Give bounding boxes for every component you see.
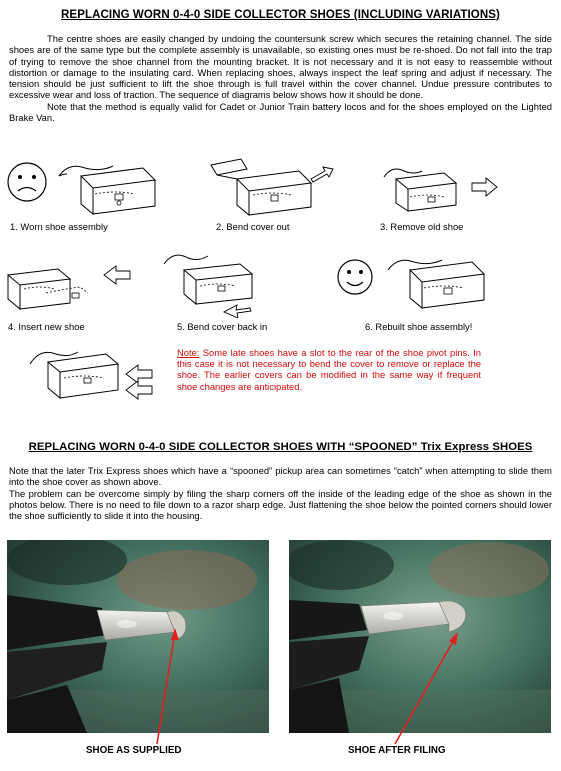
arrowhead-1	[171, 628, 179, 640]
diagram-worn-shoe	[55, 158, 160, 216]
diagram-remove-old-shoe	[382, 163, 500, 215]
arrow-line-1	[157, 632, 175, 744]
note-text: Some late shoes have a slot to the rear of the shoe pivot pins. In this case it is not necessary to bend the cover to remove or replace the shoe. The earlier covers can be modified in the same way if frequent shoe changes are anticipated.	[177, 347, 481, 392]
arrow-line-2	[395, 636, 456, 744]
section-2-paragraph-2: The problem can be overcome simply by filing the sharp corners off the inside of the leading edge of the shoe as shown in the photos below. There is no need to file down to a razor sharp edge. Just flattening the shoe below the pointed corners should lower the shoe sufficiently to slide it into the housing.	[9, 487, 552, 522]
diagram-slotted-shoe	[28, 344, 158, 404]
arrowhead-2	[449, 632, 458, 645]
diagram-insert-new-shoe	[6, 259, 136, 315]
section-2-paragraph-1: Note that the later Trix Express shoes which have a “spooned” pickup area can sometimes “catch” when attempting to slide them into the shoe cover as shown above.	[9, 465, 552, 488]
diagram-bend-cover-out	[207, 153, 337, 219]
note-label: Note:	[177, 347, 200, 358]
section-2-text	[9, 465, 552, 521]
sad-face-icon	[5, 160, 49, 204]
photo-1-caption: SHOE AS SUPPLIED	[86, 745, 182, 756]
intro-paragraph-2: Note that the method is equally valid for Cadet or Junior Train battery locos and for the shoes employed on the Lighted Brake Van.	[9, 100, 552, 124]
step-2-caption: 2. Bend cover out	[216, 221, 290, 232]
section-2-title: REPLACING WORN 0-4-0 SIDE COLLECTOR SHOES WITH “SPOONED” Trix Express SHOES	[28, 441, 533, 453]
page-title: REPLACING WORN 0-4-0 SIDE COLLECTOR SHOES (INCLUDING VARIATIONS)	[61, 9, 500, 21]
step-4-caption: 4. Insert new shoe	[8, 321, 85, 332]
step-1-caption: 1. Worn shoe assembly	[10, 221, 108, 232]
diagram-rebuilt-shoe	[384, 252, 489, 310]
happy-face-icon	[335, 257, 375, 297]
step-5-caption: 5. Bend cover back in	[177, 321, 268, 332]
photo-2-caption: SHOE AFTER FILING	[348, 745, 446, 756]
red-pointer-arrows	[0, 540, 561, 750]
intro-text	[9, 33, 552, 123]
diagram-bend-cover-back-in	[160, 250, 275, 318]
step-6-caption: 6. Rebuilt shoe assembly!	[365, 321, 473, 332]
red-note	[177, 347, 481, 392]
intro-paragraph-1: The centre shoes are easily changed by undoing the countersunk screw which secures the retaining channel. The side shoes are of the same type but the complete assembly is unavailable, so existing ones must be re-shoed. Do not fall into the trap of trying to remove the shoe channel from the mounting bracket. It is not necessary and it is not easy to reassemble without distortion or damage to the insulating card. When replacing shoes, always inspect the leaf spring and adjust if necessary. The tension should be just sufficient to lift the shoe through is full travel within the cover channel. Undue pressure contributes to excessive wear and loss of traction. The sequence of diagrams below shows how it should be done.	[9, 33, 552, 101]
step-3-caption: 3. Remove old shoe	[380, 221, 464, 232]
